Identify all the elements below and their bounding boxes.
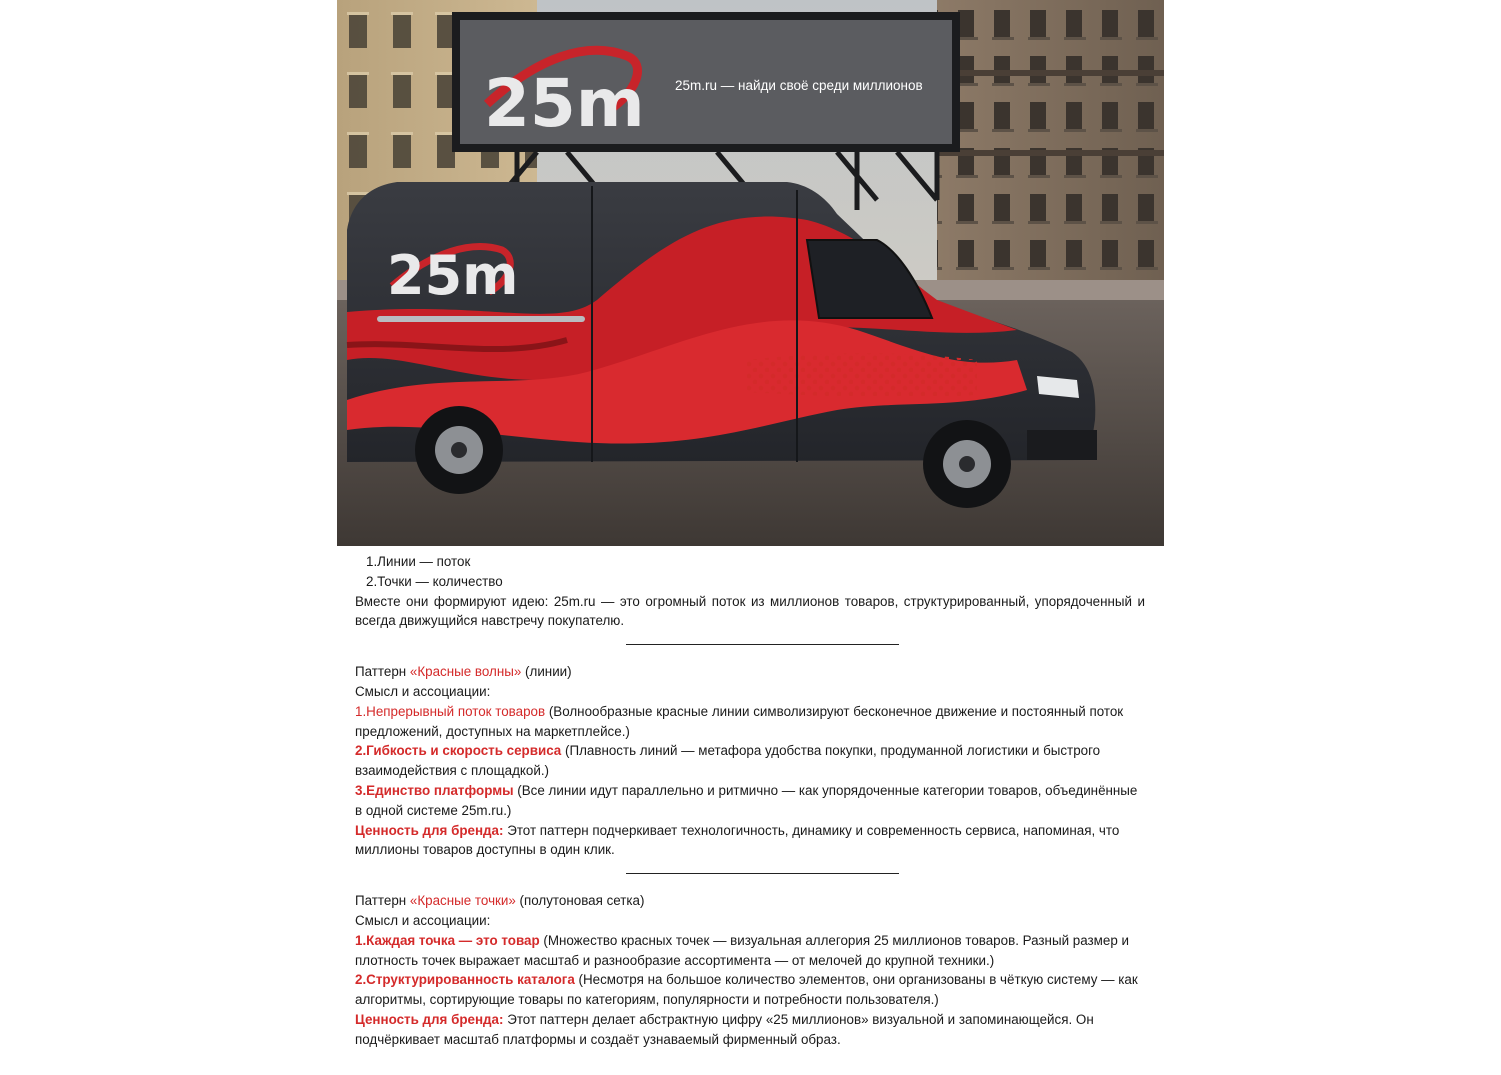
dots-title: Паттерн «Красные точки» (полутоновая сетка)	[355, 893, 645, 909]
list-item: 2.Точки — количество	[366, 573, 503, 589]
section-divider	[626, 644, 899, 645]
waves-point: 3.Единство платформы (Все линии идут параллельно и ритмично — как упорядоченные категории товаров, объединённые в одной системе 25m.ru.)	[355, 782, 1138, 818]
dots-point: 1.Каждая точка — это товар (Множество красных точек — визуальная аллегория 25 миллионов товаров. Разный размер и плотность точек выражает масштаб и разнообразие ассортимента — от мелочей до крупной техники.)	[355, 932, 1129, 968]
document-body	[355, 552, 1145, 1050]
waves-value: Ценность для бренда: Этот паттерн подчеркивает технологичность, динамику и современность сервиса, напоминая, что миллионы товаров доступны в один клик.	[355, 822, 1120, 858]
waves-meaning-label: Смысл и ассоциации:	[355, 683, 491, 699]
svg-text:25m: 25m	[484, 65, 645, 142]
intro-summary: Вместе они формируют идею: 25m.ru — это огромный поток из миллионов товаров, структурированный, упорядоченный и всегда движущийся навстречу покупателю.	[355, 593, 1145, 629]
dots-value: Ценность для бренда: Этот паттерн делает абстрактную цифру «25 миллионов» визуальной и запоминающейся. Он подчёркивает масштаб платформы и создаёт узнаваемый фирменный образ.	[355, 1011, 1094, 1047]
hero-image	[337, 0, 1164, 546]
waves-title: Паттерн «Красные волны» (линии)	[355, 664, 572, 680]
dots-meaning-label: Смысл и ассоциации:	[355, 912, 491, 928]
billboard-slogan: 25m.ru — найди своё среди миллионов	[675, 78, 923, 93]
waves-point: 2.Гибкость и скорость сервиса (Плавность линий — метафора удобства покупки, продуманной логистики и быстрого взаимодействия с площадкой.)	[355, 743, 1101, 779]
van-logo	[387, 244, 518, 307]
intro-list	[355, 552, 1145, 592]
halftone-dots	[747, 353, 977, 397]
svg-text:25m: 25m	[387, 244, 519, 307]
list-item: 1.Линии — поток	[366, 554, 471, 569]
section-divider	[626, 873, 899, 874]
van-mockup-illustration	[337, 0, 1164, 546]
waves-point: 1.Непрерывный поток товаров (Волнообразные красные линии символизируют бесконечное движение и постоянный поток предложений, доступных на маркетплейсе.)	[355, 703, 1124, 739]
billboard-logo	[484, 50, 645, 142]
dots-point: 2.Структурированность каталога (Несмотря на большое количество элементов, они организованы в чёткую систему — как алгоритмы, сортирующие товары по категориям, популярности и потребности пользователя.)	[355, 972, 1138, 1008]
